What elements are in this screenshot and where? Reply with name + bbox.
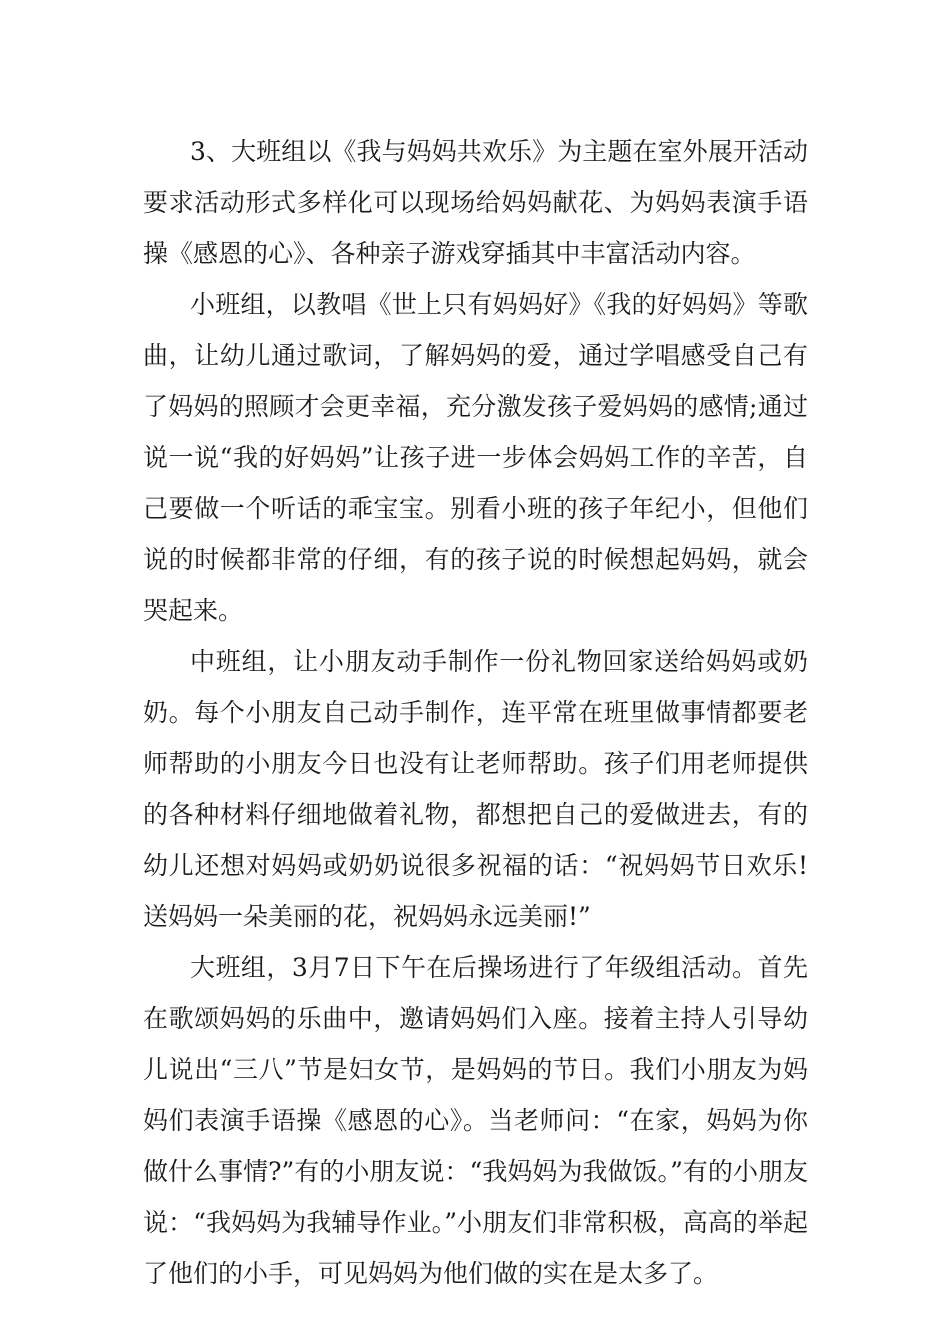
paragraph-large-class-plan: 3、大班组以《我与妈妈共欢乐》为主题在室外展开活动要求活动形式多样化可以现场给妈妈献花、为妈妈表演手语操《感恩的心》、各种亲子游戏穿插其中丰富活动内容。: [143, 137, 808, 268]
paragraph-small-class: 小班组，以教唱《世上只有妈妈好》《我的好妈妈》等歌曲，让幼儿通过歌词，了解妈妈的爱，通过学唱感受自己有了妈妈的照顾才会更幸福，充分激发孩子爱妈妈的感情;通过说一说“我的好妈妈”让孩子进一步体会妈妈工作的辛苦，自己要做一个听话的乖宝宝。别看小班的孩子年纪小，但他们说的时候都非常的仔细，有的孩子说的时候想起妈妈，就会哭起来。: [143, 290, 808, 625]
paragraph-middle-class: 中班组，让小朋友动手制作一份礼物回家送给妈妈或奶奶。每个小朋友自己动手制作，连平常在班里做事情都要老师帮助的小朋友今日也没有让老师帮助。孩子们用老师提供的各种材料仔细地做着礼物，都想把自己的爱做进去，有的幼儿还想对妈妈或奶奶说很多祝福的话：“祝妈妈节日欢乐!送妈妈一朵美丽的花，祝妈妈永远美丽!”: [143, 647, 808, 931]
document-body: [143, 126, 808, 1299]
paragraph-large-class: 大班组，3月7日下午在后操场进行了年级组活动。首先在歌颂妈妈的乐曲中，邀请妈妈们入座。接着主持人引导幼儿说出“三八”节是妇女节，是妈妈的节日。我们小朋友为妈妈们表演手语操《感恩的心》。当老师问：“在家，妈妈为你做什么事情?”有的小朋友说：“我妈妈为我做饭。”有的小朋友说：“我妈妈为我辅导作业。”小朋友们非常积极，高高的举起了他们的小手，可见妈妈为他们做的实在是太多了。: [143, 953, 808, 1288]
